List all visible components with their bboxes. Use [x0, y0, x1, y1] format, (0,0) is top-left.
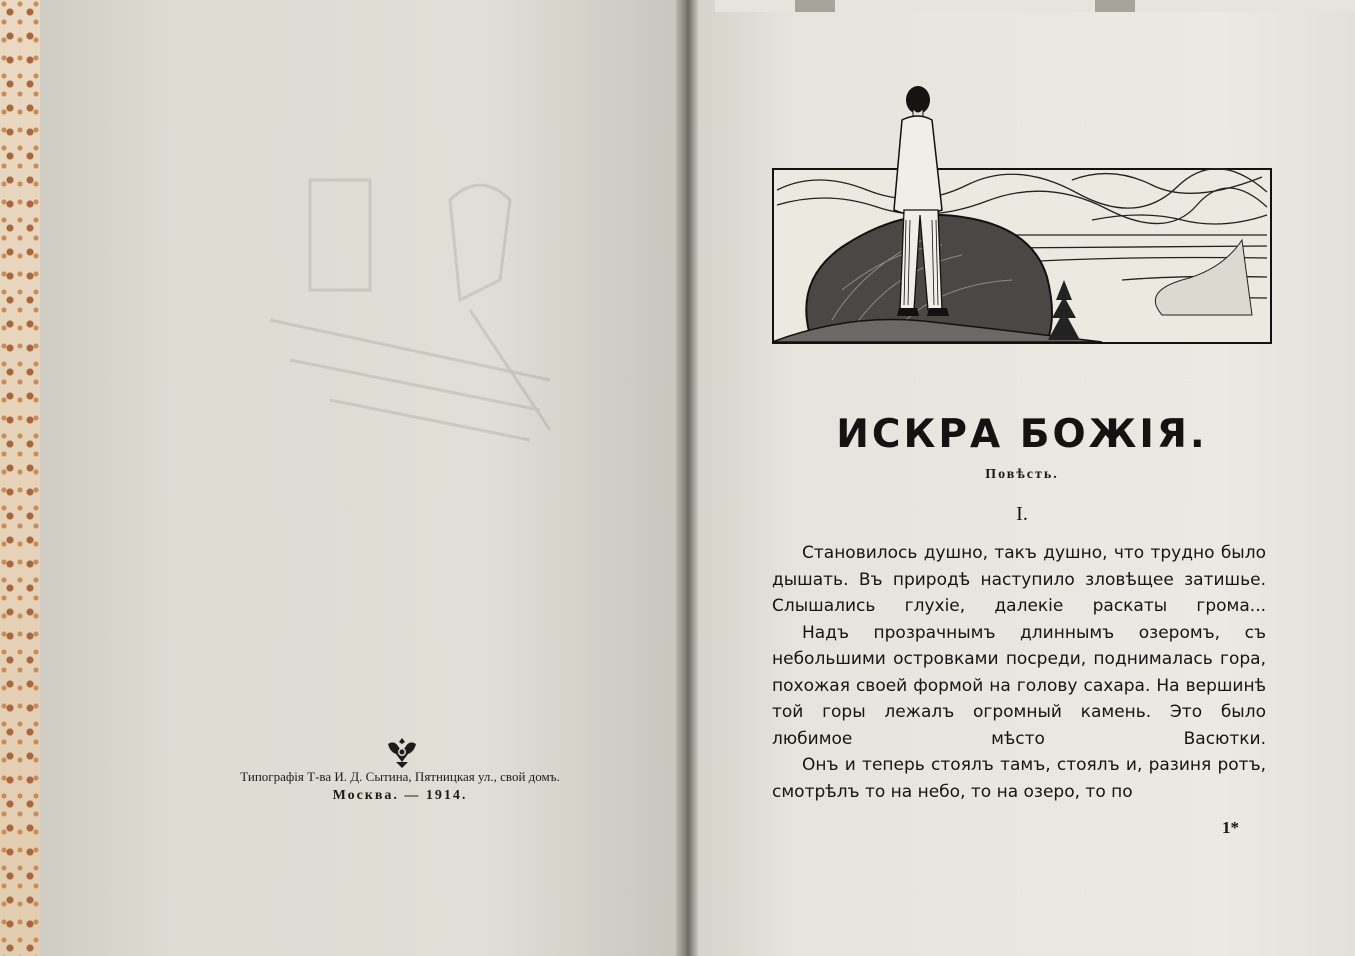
- top-edge-scrap: [715, 0, 1355, 12]
- story-title: ИСКРА БОЖІЯ.: [836, 412, 1208, 457]
- paragraph: Онъ и теперь стоялъ тамъ, стоялъ и, разиня ротъ, смотрѣлъ то на небо, то на озеро, то по: [772, 755, 1266, 802]
- paragraph: Надъ прозрачнымъ длиннымъ озеромъ, съ небольшими островками посреди, поднималась гора, похожая своей формой на голову сахара. На вершинѣ той горы лежалъ огромный камень. Это было любимое мѣсто Васютки.: [772, 622, 1266, 749]
- double-eagle-emblem-icon: [382, 730, 422, 770]
- imprint-city-year: Москва. — 1914.: [332, 788, 468, 803]
- headpiece-illustration: [772, 80, 1272, 345]
- decorative-endpaper: [0, 0, 40, 956]
- chapter-number: I.: [1016, 503, 1028, 525]
- paragraph: Становилось душно, такъ душно, что трудно было дышать. Въ природѣ наступило зловѣщее затишье. Слышались глухіе, далекіе раскаты грома...: [772, 543, 1266, 616]
- story-subtitle: Повѣсть.: [985, 467, 1059, 482]
- show-through-illustration: [270, 160, 590, 460]
- book-gutter: [676, 0, 698, 956]
- page-number: 1*: [1222, 818, 1239, 837]
- imprint-line: Типографія Т-ва И. Д. Сытина, Пятницкая ул., свой домъ.: [240, 769, 560, 784]
- story-text: [772, 540, 1266, 805]
- left-page: [40, 0, 680, 956]
- printer-imprint: [190, 769, 610, 804]
